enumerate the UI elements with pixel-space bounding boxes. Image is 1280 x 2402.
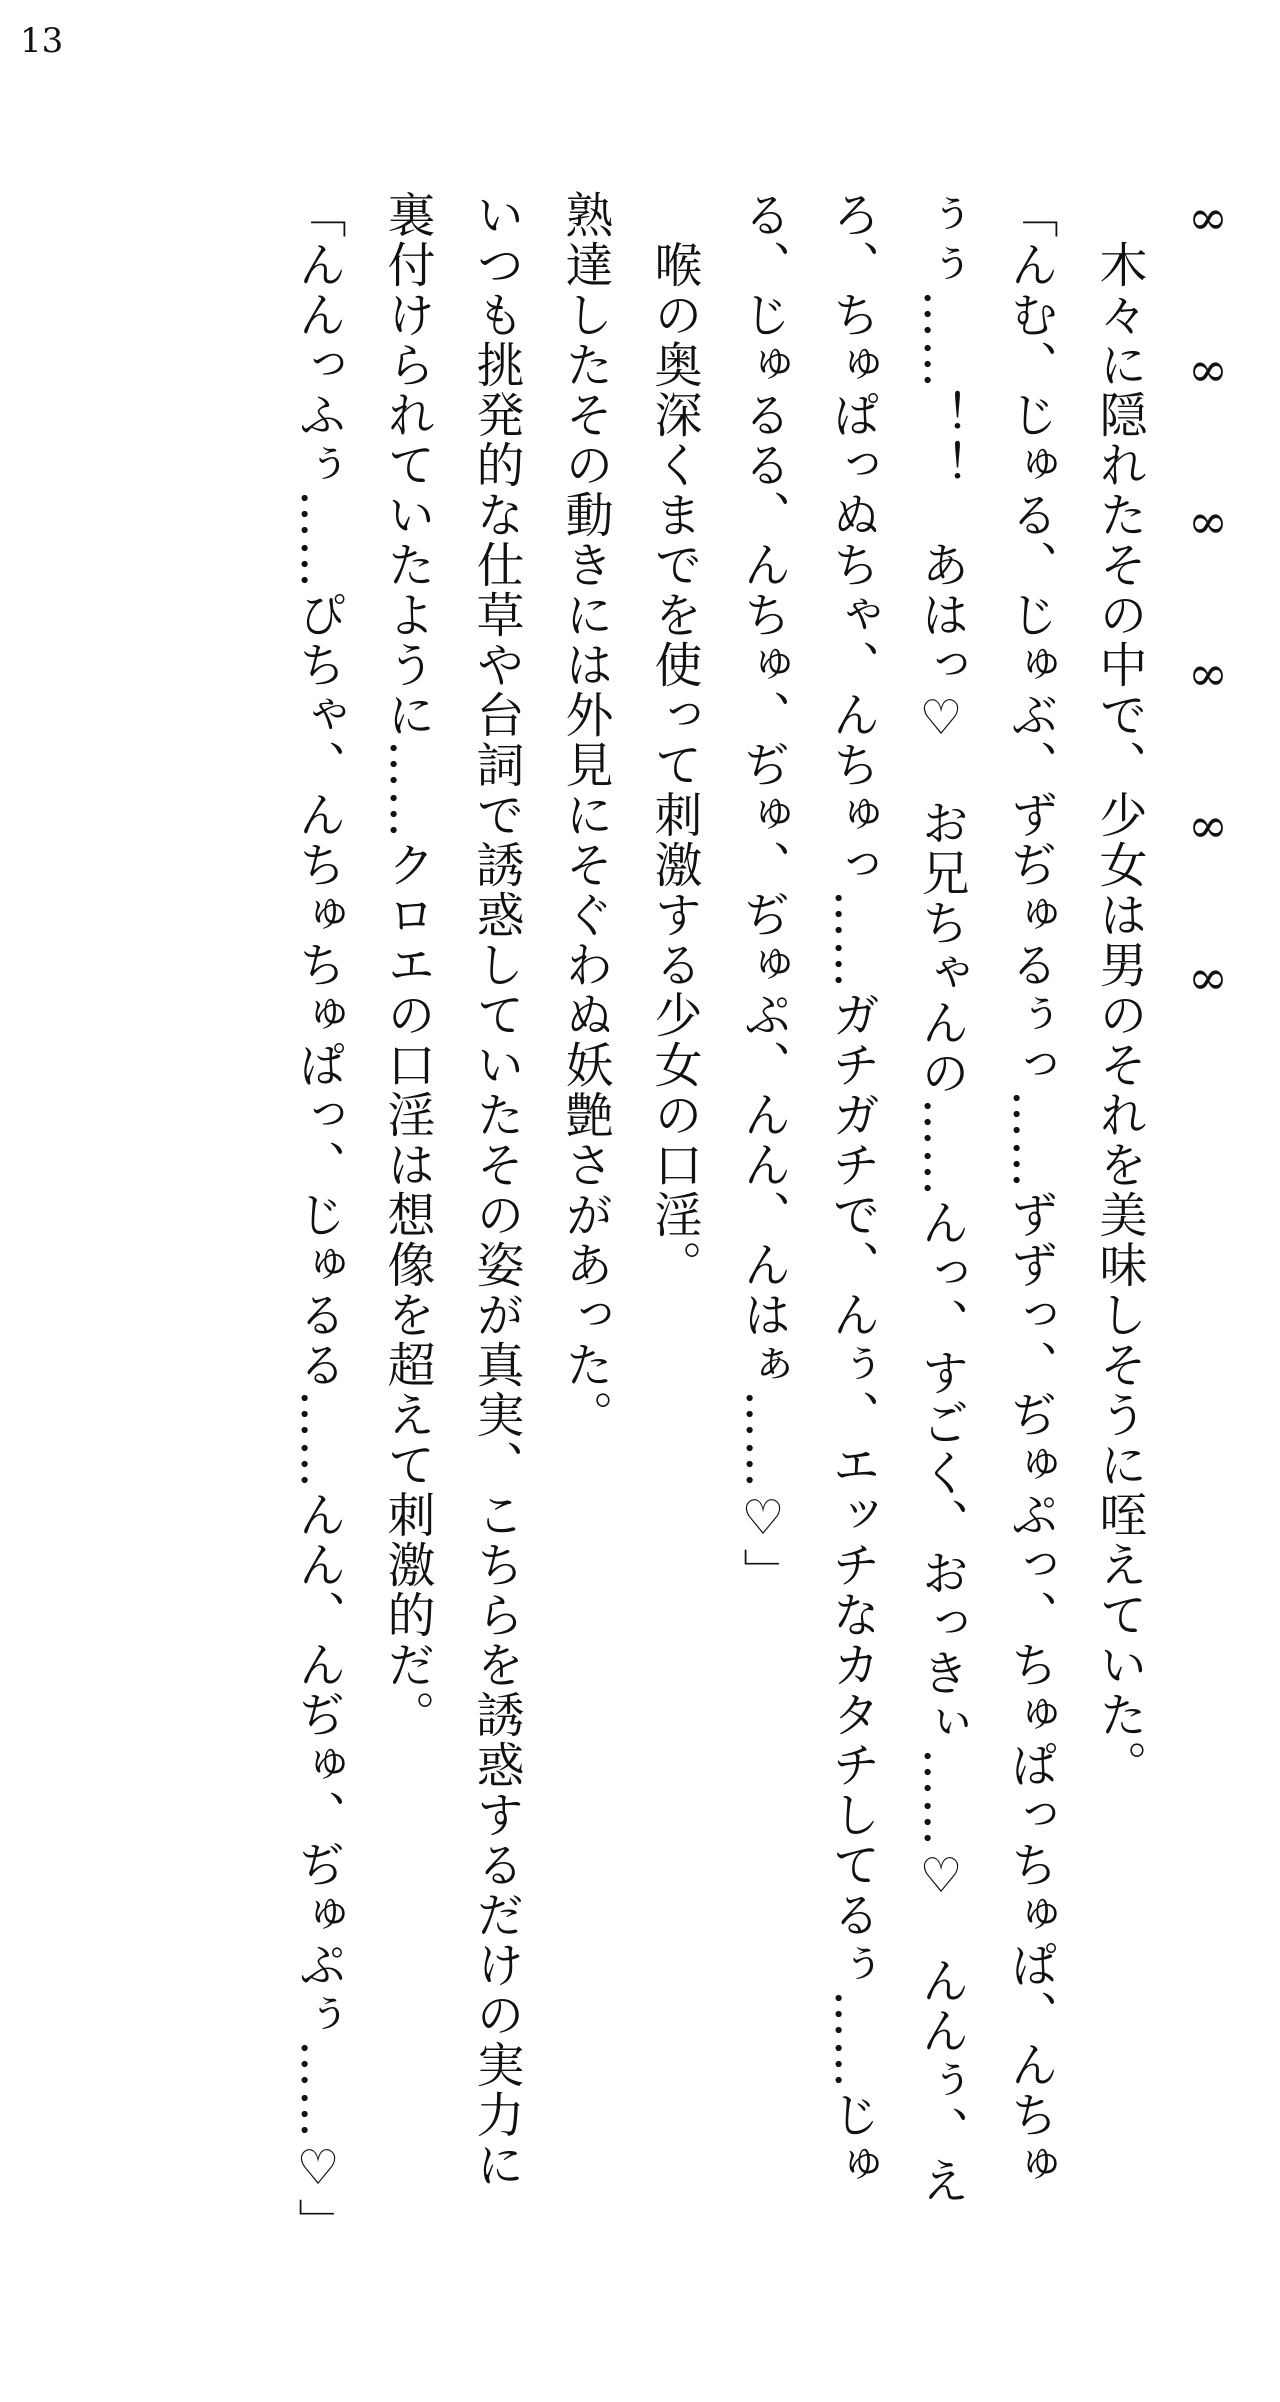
text-line: 「んんっふぅ……ぴちゃ、んちゅちゅぱっ、じゅるる……んん、んぢゅ、ぢゅぷぅ……♡」	[290, 190, 346, 2248]
text-line: 熟達したその動きには外見にそぐわぬ妖艶さがあった。	[557, 190, 613, 1440]
text-line: いつも挑発的な仕草や台詞で誘惑していたその姿が真実、こちらを誘惑するだけの実力に	[468, 190, 524, 2190]
text-line: 喉の奥深くまでを使って刺激する少女の口淫。	[646, 190, 702, 1290]
vertical-body-text	[273, 190, 1252, 2390]
text-line: 木々に隠れたその中で、少女は男のそれを美味しそうに咥えていた。	[1091, 190, 1147, 1790]
text-line: ろ、ちゅぱっぬちゃ、んちゅっ……ガチガチで、んぅ、エッチなカタチしてるぅ……じゅ	[824, 190, 880, 2190]
text-line: ぅぅ……！！ あはっ♡ お兄ちゃんの……んっ、すごく、おっきぃ……♡ んんぅ、え	[913, 190, 969, 2206]
section-separator: ∞ ∞ ∞ ∞ ∞ ∞	[1180, 190, 1236, 1006]
text-line: 裏付けられていたように……クロエの口淫は想像を超えて刺激的だ。	[379, 190, 435, 1740]
text-line: る、じゅるる、んちゅ、ぢゅ、ぢゅぷ、んん、んはぁ……♡」	[735, 190, 791, 1598]
text-line: 「んむ、じゅる、じゅぶ、ずぢゅるぅっ……ずずっ、ぢゅぷっ、ちゅぱっちゅぱ、んちゅ	[1002, 190, 1058, 2190]
text-frame	[0, 190, 1280, 2390]
page-number: 13	[20, 21, 64, 61]
